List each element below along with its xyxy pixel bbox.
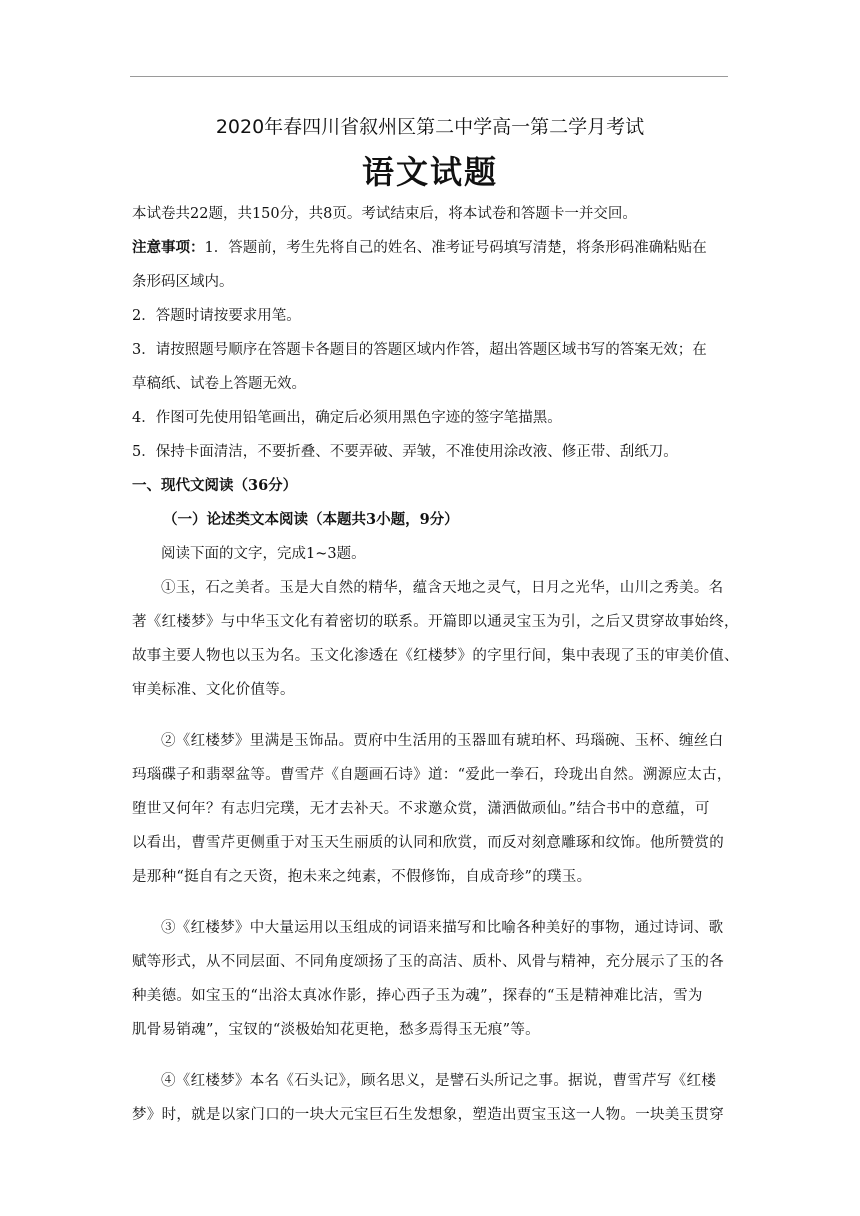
passage-line: 赋等形式，从不同层面、不同角度颂扬了玉的高洁、质朴、风骨与精神，充分展示了玉的各 [132, 954, 724, 970]
passage-line: 梦》时，就是以家门口的一块大元宝巨石生发想象，塑造出贾宝玉这一人物。一块美玉贯穿 [132, 1107, 724, 1123]
paragraph-gap [132, 707, 730, 724]
intro-text: 本试卷共22题，共150分，共8页。考试结束后，将本试卷和答题卡一并交回。 [132, 206, 637, 222]
exam-body [132, 197, 739, 1132]
passage-line: 种美德。如宝玉的“出浴太真冰作影，捧心西子玉为魂”，探春的“玉是精神难比洁，雪为 [132, 988, 703, 1004]
notice-item-2: 2．答题时请按要求用笔。 [132, 308, 301, 324]
notice-item-1-cont: 条形码区域内。 [132, 274, 234, 290]
passage-line: ④《红楼梦》本名《石头记》，顾名思义，是譬石头所记之事。据说，曹雪芹写《红楼 [161, 1073, 717, 1089]
reading-instruction: 阅读下面的文字，完成1~3题。 [161, 546, 366, 562]
passage-line: ②《红楼梦》里满是玉饰品。贾府中生活用的玉器皿有琥珀杯、玛瑙碗、玉杯、缠丝白 [161, 733, 724, 749]
subject-title: 语文试题 [361, 153, 498, 191]
section-heading: 一、现代文阅读（36分） [132, 477, 298, 494]
notice-item-3: 3．请按照题号顺序在答题卡各题目的答题区域内作答，超出答题区域书写的答案无效；在 [132, 342, 707, 358]
notice-item-5: 5．保持卡面清洁，不要折叠、不要弄破、弄皱，不准使用涂改液、修正带、刮纸刀。 [132, 444, 678, 460]
passage-line: 堕世又何年？有志归完璞，无才去补天。不求邀众赏，潇洒做顽仙。”结合书中的意蕴，可 [132, 801, 710, 817]
passage [132, 571, 739, 1132]
paragraph-gap [132, 1047, 730, 1064]
subsection-heading: （一）论述类文本阅读（本题共3小题，9分） [163, 511, 459, 528]
notice-item-1 [132, 231, 730, 265]
passage-line: 玛瑙碟子和翡翠盆等。曹雪芹《自题画石诗》道：“爱此一拳石，玲珑出自然。溯源应太古， [132, 767, 732, 783]
passage-line: 是那种“挺自有之天资，抱未来之纯素，不假修饰，自成奇珍”的璞玉。 [132, 869, 592, 885]
notice-item-4: 4．作图可先使用铅笔画出，确定后必须用黑色字迹的签字笔描黑。 [132, 410, 562, 426]
passage-line: 故事主要人物也以玉为名。玉文化渗透在《红楼梦》的字里行间，集中表现了玉的审美价值、 [132, 648, 739, 664]
passage-line: ①玉，石之美者。玉是大自然的精华，蕴含天地之灵气，日月之光华，山川之秀美。名 [161, 580, 724, 596]
passage-line: 著《红楼梦》与中华玉文化有着密切的联系。开篇即以通灵宝玉为引，之后又贯穿故事始终， [132, 614, 739, 630]
notice-item-1-text: 1．答题前，考生先将自己的姓名、准考证号码填写清楚，将条形码准确粘贴在 [204, 240, 707, 256]
passage-line: 以看出，曹雪芹更侧重于对玉天生丽质的认同和欣赏，而反对刻意雕琢和纹饰。他所赞赏的 [132, 835, 724, 851]
passage-line: 肌骨易销魂”，宝钗的“淡极始知花更艳，愁多焉得玉无痕”等。 [132, 1022, 540, 1038]
passage-line: 审美标准、文化价值等。 [132, 682, 295, 698]
notice-label: 注意事项： [132, 239, 205, 256]
header-rule [130, 76, 728, 77]
passage-line: ③《红楼梦》中大量运用以玉组成的词语来描写和比喻各种美好的事物，通过诗词、歌 [161, 920, 724, 936]
exam-title: 2020年春四川省叙州区第二中学高一第二学月考试 [215, 116, 645, 138]
notice-item-3-cont: 草稿纸、试卷上答题无效。 [132, 376, 306, 392]
paragraph-gap [132, 894, 730, 911]
